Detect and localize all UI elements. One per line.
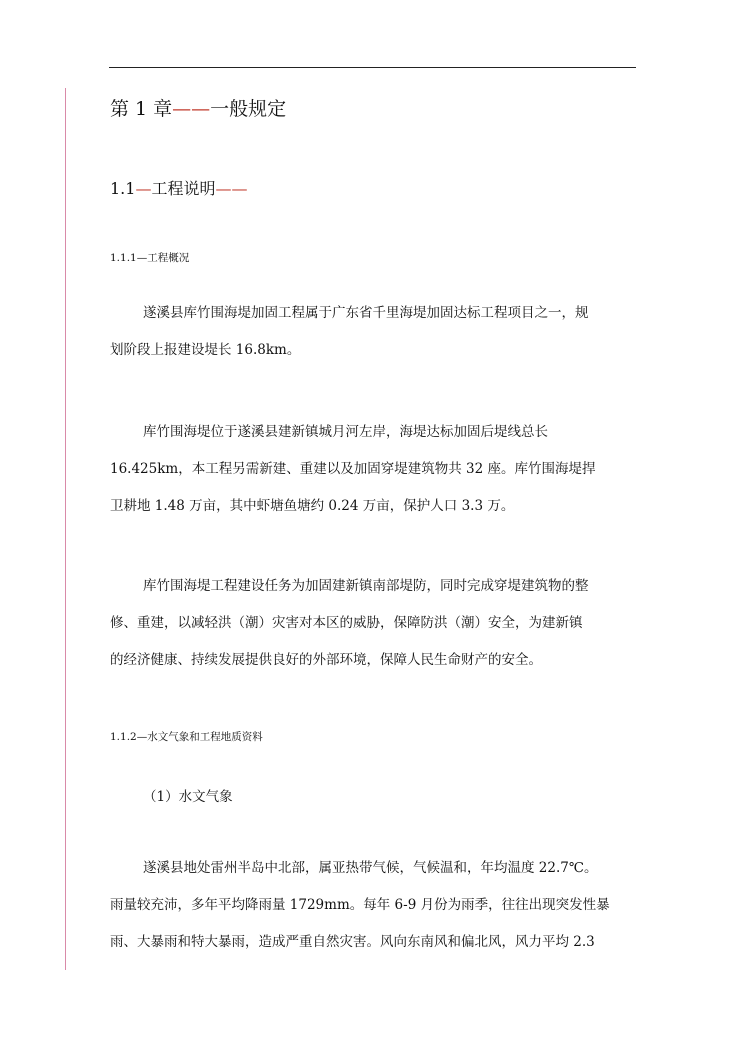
paragraph-line: 的经济健康、持续发展提供良好的外部环境，保障人民生命财产的安全。: [110, 652, 542, 668]
paragraph-line: 库竹围海堤工程建设任务为加固建新镇南部堤防，同时完成穿堤建筑物的整: [143, 578, 589, 594]
section-heading: [110, 176, 247, 199]
subsection-number: 1.1.2: [110, 731, 137, 743]
paragraph-line: 16.425km，本工程另需新建、重建以及加固穿堤建筑物共 32 座。库竹围海堤捍: [110, 461, 596, 477]
subsection-heading-2: [110, 729, 263, 744]
paragraph-line: 遂溪县地处雷州半岛中北部，属亚热带气候，气候温和，年均温度 22.7℃。: [143, 860, 598, 876]
paragraph-line: 遂溪县库竹围海堤加固工程属于广东省千里海堤加固达标工程项目之一，规: [143, 305, 589, 321]
subsection-title: 水文气象和工程地质资料: [147, 731, 263, 743]
paragraph-line: 卫耕地 1.48 万亩，其中虾塘鱼塘约 0.24 万亩，保护人口 3.3 万。: [110, 498, 515, 514]
subsection-heading-1: [110, 250, 189, 265]
paragraph-line: 库竹围海堤位于遂溪县建新镇城月河左岸，海堤达标加固后堤线总长: [143, 424, 548, 440]
section-trailing-separator: ——: [215, 179, 248, 198]
paragraph-overview: [110, 300, 650, 374]
paragraph-line: 划阶段上报建设堤长 16.8km。: [110, 342, 301, 358]
paragraph-line: 雨量较充沛，多年平均降雨量 1729mm。每年 6-9 月份为雨季，往往出现突发性暴: [110, 897, 610, 913]
chapter-separator: ——: [172, 98, 211, 120]
section-title: 工程说明: [151, 179, 216, 198]
subsection-separator: —: [136, 731, 148, 743]
paragraph-climate: [110, 855, 650, 966]
chapter-heading: [110, 94, 286, 121]
header-rule: [109, 67, 636, 68]
chapter-number: 第 1 章: [110, 98, 173, 120]
section-separator: —: [135, 179, 152, 198]
paragraph-tasks: [110, 573, 650, 684]
item-heading-hydrology: （1）水文气象: [143, 789, 233, 805]
subsection-number: 1.1.1: [110, 252, 137, 264]
subsection-title: 工程概况: [147, 252, 190, 264]
paragraph-line: 雨、大暴雨和特大暴雨，造成严重自然灾害。风向东南风和偏北风，风力平均 2.3: [110, 934, 595, 950]
margin-line: [65, 88, 66, 970]
paragraph-location: [110, 419, 650, 530]
chapter-title: 一般规定: [210, 98, 287, 120]
paragraph-line: 修、重建，以减轻洪（潮）灾害对本区的威胁，保障防洪（潮）安全，为建新镇: [110, 615, 583, 631]
subsection-separator: —: [136, 252, 148, 264]
section-number: 1.1: [110, 179, 136, 198]
